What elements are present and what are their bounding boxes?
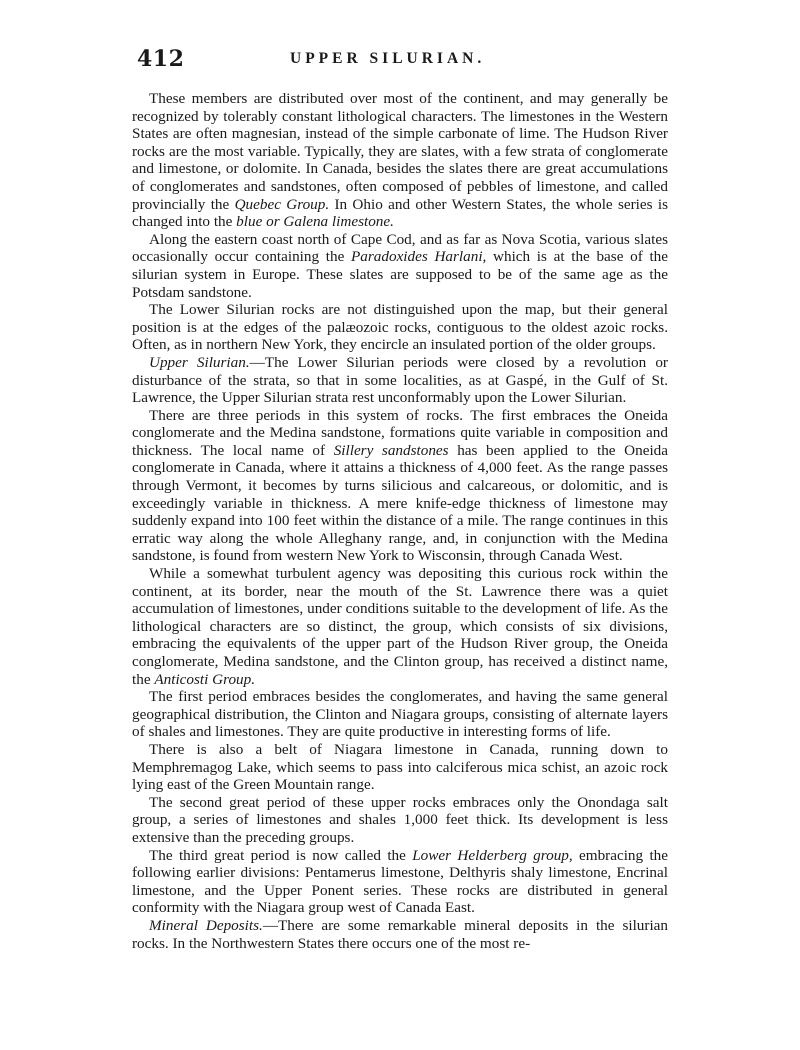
italic-text: Upper Silurian.: [149, 353, 250, 371]
text-run: The first period embraces besides the conglomerates, and having the same general geographical distribution, the Clinton and Niagara groups, consisting of alternate layers of shales and limestones. They are quite productive in interesting forms of life.: [132, 688, 668, 741]
text-run: There are three periods in this system of rocks. The first embraces the Oneida conglomerate and the Medina sandstone, formations quite variable in composition and thickness. The local name of: [132, 406, 668, 459]
text-run: The Lower Silurian rocks are not distinguished upon the map, but their general position is at the edges of the palæozoic rocks, contiguous to the oldest azoic rocks. Often, as in northern New York, they encircle an insulated portion of the older groups.: [132, 301, 668, 354]
page-header: [0, 46, 800, 76]
paragraph: [132, 90, 668, 231]
paragraph: [132, 688, 668, 741]
italic-text: blue or Galena limestone.: [236, 213, 394, 231]
paragraph: [132, 794, 668, 847]
page-number: 412: [137, 46, 185, 72]
italic-text: Mineral Deposits.: [149, 916, 263, 934]
paragraph: [132, 565, 668, 688]
text-run: —There are some remarkable mineral deposits in the silurian rocks. In the Northwestern States there occurs one of the most re-: [132, 916, 668, 952]
text-run: The second great period of these upper rocks embraces only the Onondaga salt group, a series of limestones and shales 1,000 feet thick. Its development is less extensive than the preceding groups.: [132, 793, 668, 846]
text-run: There is also a belt of Niagara limestone in Canada, running down to Memphremagog Lake, which seems to pass into calciferous mica schist, an azoic rock lying east of the Green Mountain range.: [132, 740, 668, 794]
paragraph: [132, 847, 668, 917]
text-run: While a somewhat turbulent agency was depositing this curious rock within the continent, at its border, near the mouth of the St. Lawrence there was a quiet accumulation of limestones, under conditions suitable to the development of life. As the lithological characters are so distinct, the group, which consists of six divisions, embracing the equivalents of the upper part of the Hudson River group, the Oneida conglomerate, Medina sandstone, and the Clinton group, has received a distinct name, the: [132, 565, 668, 688]
italic-text: Lower Helderberg group,: [412, 846, 573, 864]
paragraph: [132, 917, 668, 952]
italic-text: Anticosti Group.: [154, 670, 256, 688]
running-head: UPPER SILURIAN.: [290, 50, 486, 67]
italic-text: Paradoxides Harlani,: [351, 248, 487, 266]
text-run: embracing the following earlier divisions: Pentamerus limestone, Delthyris shaly limestone, Encrinal limestone, and the Upper Ponent series. These rocks are distributed in general conformity with the Niagara group west of Canada East.: [132, 846, 669, 917]
italic-text: Sillery sandstones: [333, 441, 449, 459]
paragraph: [132, 741, 668, 794]
text-run: has been applied to the Oneida conglomerate in Canada, where it attains a thickness of 4,000 feet. As the range passes through Vermont, it becomes by turns silicious and calcareous, or dolomitic, and is exceedingly variable in thickness. A mere knife-edge thickness of limestone may suddenly expand into 100 feet within the distance of a mile. The range continues in this erratic way along the whole Alleghany range, and, in conjunction with the Medina sandstone, is found from western New York to Wisconsin, through Canada West.: [132, 441, 668, 565]
paragraph: [132, 301, 668, 354]
text-run: These members are distributed over most of the continent, and may generally be recognized by tolerably constant lithological characters. The limestones in the Western States are often magnesian, instead of the simple carbonate of lime. The Hudson River rocks are the most variable. Typically, they are slates, with a few strata of conglomerate and limestone, or dolomite. In Canada, besides the slates there are great accumulations of conglomerates and sandstones, often composed of pebbles of limestone, and called provincially the: [132, 90, 668, 213]
body-text: [132, 90, 668, 952]
text-run: The third great period is now called the: [149, 846, 413, 864]
text-run: Along the eastern coast north of Cape Cod, and as far as Nova Scotia, various slates occasionally occur containing the: [132, 230, 668, 266]
paragraph: [132, 407, 668, 565]
paragraph: [132, 231, 668, 301]
italic-text: Quebec Group.: [234, 195, 330, 213]
text-run: which is at the base of the silurian system in Europe. These slates are supposed to be of the same age as the Potsdam sandstone.: [132, 248, 668, 301]
text-run: In Ohio and other Western States, the whole series is changed into the: [132, 195, 668, 231]
text-run: —The Lower Silurian periods were closed by a revolution or disturbance of the strata, so that in some localities, as at Gaspé, in the Gulf of St. Lawrence, the Upper Silurian strata rest unconformably upon the Lower Silurian.: [132, 353, 668, 407]
paragraph: [132, 354, 668, 407]
